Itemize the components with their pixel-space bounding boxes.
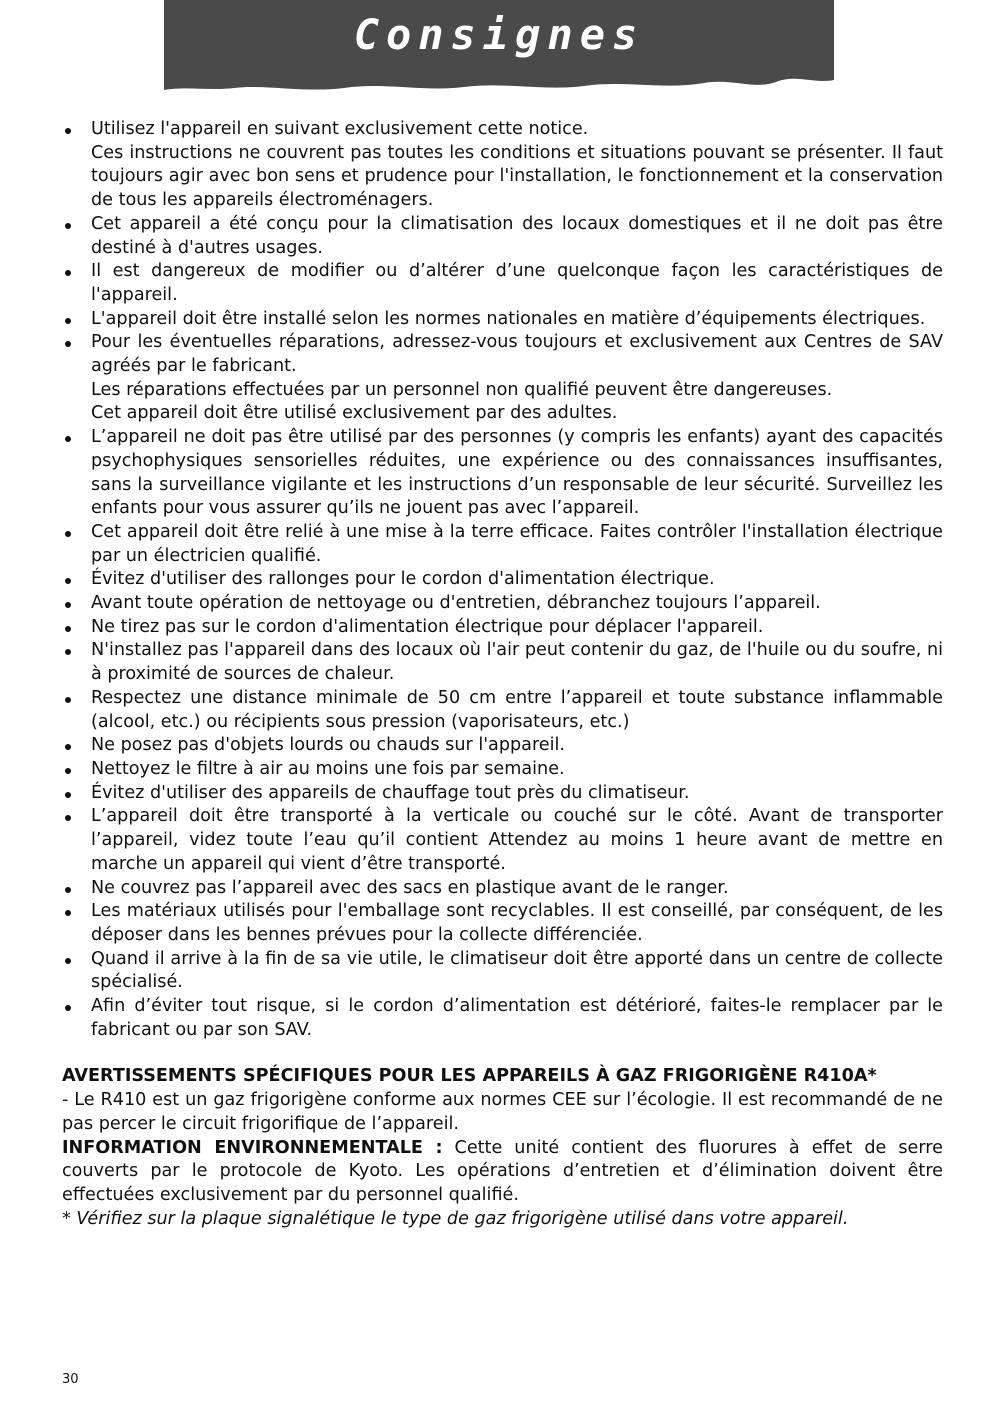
list-item: L'appareil doit être installé selon les normes nationales en matière d’équipements électriques. xyxy=(62,308,943,332)
bullet-icon xyxy=(65,910,71,916)
bullet-icon xyxy=(65,223,71,229)
list-item: Évitez d'utiliser des rallonges pour le cordon d'alimentation électrique. xyxy=(62,568,943,592)
bullet-icon xyxy=(65,626,71,632)
warnings-heading: AVERTISSEMENTS SPÉCIFIQUES POUR LES APPAREILS À GAZ FRIGORIGÈNE R410A* xyxy=(62,1066,877,1087)
bullet-icon xyxy=(65,815,71,821)
list-item: Pour les éventuelles réparations, adressez-vous toujours et exclusivement aux Centres de SAV agréés par le fabricant. Les réparations effectuées par un personnel non qualifié peuvent être dangereuses. Cet appareil doit être utilisé exclusivement par des adultes. xyxy=(62,331,943,426)
title-banner xyxy=(164,0,834,96)
footnote: * Vérifiez sur la plaque signalétique le type de gaz frigorigène utilisé dans votre appareil. xyxy=(62,1208,849,1229)
bullet-icon xyxy=(65,768,71,774)
bullet-icon xyxy=(65,1005,71,1011)
list-item: L’appareil ne doit pas être utilisé par des personnes (y compris les enfants) ayant des capacités psychophysiques sensorielles réduites, une expérience ou des connaissances insuffisantes, sans la surveillance vigilante et les instructions d’un responsable de leur sécurité. Surveillez les enfants pour vous assurer qu’ils ne jouent pas avec l’appareil. xyxy=(62,426,943,521)
list-item: Cet appareil a été conçu pour la climatisation des locaux domestiques et il ne doit pas être destiné à d'autres usages. xyxy=(62,213,943,260)
environment-info xyxy=(62,1137,943,1208)
page-title: Consignes xyxy=(353,10,645,59)
list-item: Évitez d'utiliser des appareils de chauffage tout près du climatiseur. xyxy=(62,782,943,806)
list-item: N'installez pas l'appareil dans des locaux où l'air peut contenir du gaz, de l'huile ou du soufre, ni à proximité de sources de chaleur. xyxy=(62,639,943,686)
r410-text: - Le R410 est un gaz frigorigène conforme aux normes CEE sur l’écologie. Il est recommandé de ne pas percer le circuit frigorifique de l’appareil. xyxy=(62,1090,943,1134)
bullet-icon xyxy=(65,602,71,608)
refrigerant-warnings xyxy=(62,1065,943,1231)
list-item: Les matériaux utilisés pour l'emballage sont recyclables. Il est conseillé, par conséquent, de les déposer dans les bennes prévues pour la collecte différenciée. xyxy=(62,900,943,947)
list-item: Ne tirez pas sur le cordon d'alimentation électrique pour déplacer l'appareil. xyxy=(62,616,943,640)
bullet-icon xyxy=(65,341,71,347)
bullet-icon xyxy=(65,697,71,703)
bullet-icon xyxy=(65,270,71,276)
list-item: Quand il arrive à la fin de sa vie utile, le climatiseur doit être apporté dans un centre de collecte spécialisé. xyxy=(62,948,943,995)
environment-text: Cette unité contient des fluorures à effet de serre couverts par le protocole de Kyoto. Les opérations d’entretien et d’élimination doivent être effectuées exclusivement par du personnel qualifié. xyxy=(62,1137,943,1205)
bullet-icon xyxy=(65,578,71,584)
bullet-icon xyxy=(65,744,71,750)
bullet-icon xyxy=(65,887,71,893)
instructions-content xyxy=(62,118,943,1231)
page-number: 30 xyxy=(62,1372,79,1387)
bullet-icon xyxy=(65,318,71,324)
list-item: Utilisez l'appareil en suivant exclusivement cette notice. Ces instructions ne couvrent pas toutes les conditions et situations pouvant se présenter. Il faut toujours agir avec bon sens et prudence pour l'installation, le fonctionnement et la conservation de tous les appareils électroménagers. xyxy=(62,118,943,213)
bullet-icon xyxy=(65,531,71,537)
bullet-icon xyxy=(65,958,71,964)
bullet-icon xyxy=(65,128,71,134)
bullet-icon xyxy=(65,436,71,442)
list-item: Il est dangereux de modifier ou d’altérer d’une quelconque façon les caractéristiques de l'appareil. xyxy=(62,260,943,307)
instruction-list xyxy=(62,118,943,1042)
list-item: Cet appareil doit être relié à une mise à la terre efficace. Faites contrôler l'installation électrique par un électricien qualifié. xyxy=(62,521,943,568)
list-item: Nettoyez le filtre à air au moins une fois par semaine. xyxy=(62,758,943,782)
list-item: Avant toute opération de nettoyage ou d'entretien, débranchez toujours l’appareil. xyxy=(62,592,943,616)
list-item: Ne couvrez pas l’appareil avec des sacs en plastique avant de le ranger. xyxy=(62,877,943,901)
bullet-icon xyxy=(65,792,71,798)
bullet-icon xyxy=(65,649,71,655)
list-item: L’appareil doit être transporté à la verticale ou couché sur le côté. Avant de transporter l’appareil, videz toute l’eau qu’il contient Attendez au moins 1 heure avant de mettre en marche un appareil qui vient d’être transporté. xyxy=(62,805,943,876)
list-item: Respectez une distance minimale de 50 cm entre l’appareil et toute substance inflammable (alcool, etc.) ou récipients sous pression (vaporisateurs, etc.) xyxy=(62,687,943,734)
list-item: Afin d’éviter tout risque, si le cordon d’alimentation est détérioré, faites-le remplacer par le fabricant ou par son SAV. xyxy=(62,995,943,1042)
list-item: Ne posez pas d'objets lourds ou chauds sur l'appareil. xyxy=(62,734,943,758)
environment-label: INFORMATION ENVIRONNEMENTALE : xyxy=(62,1137,443,1158)
